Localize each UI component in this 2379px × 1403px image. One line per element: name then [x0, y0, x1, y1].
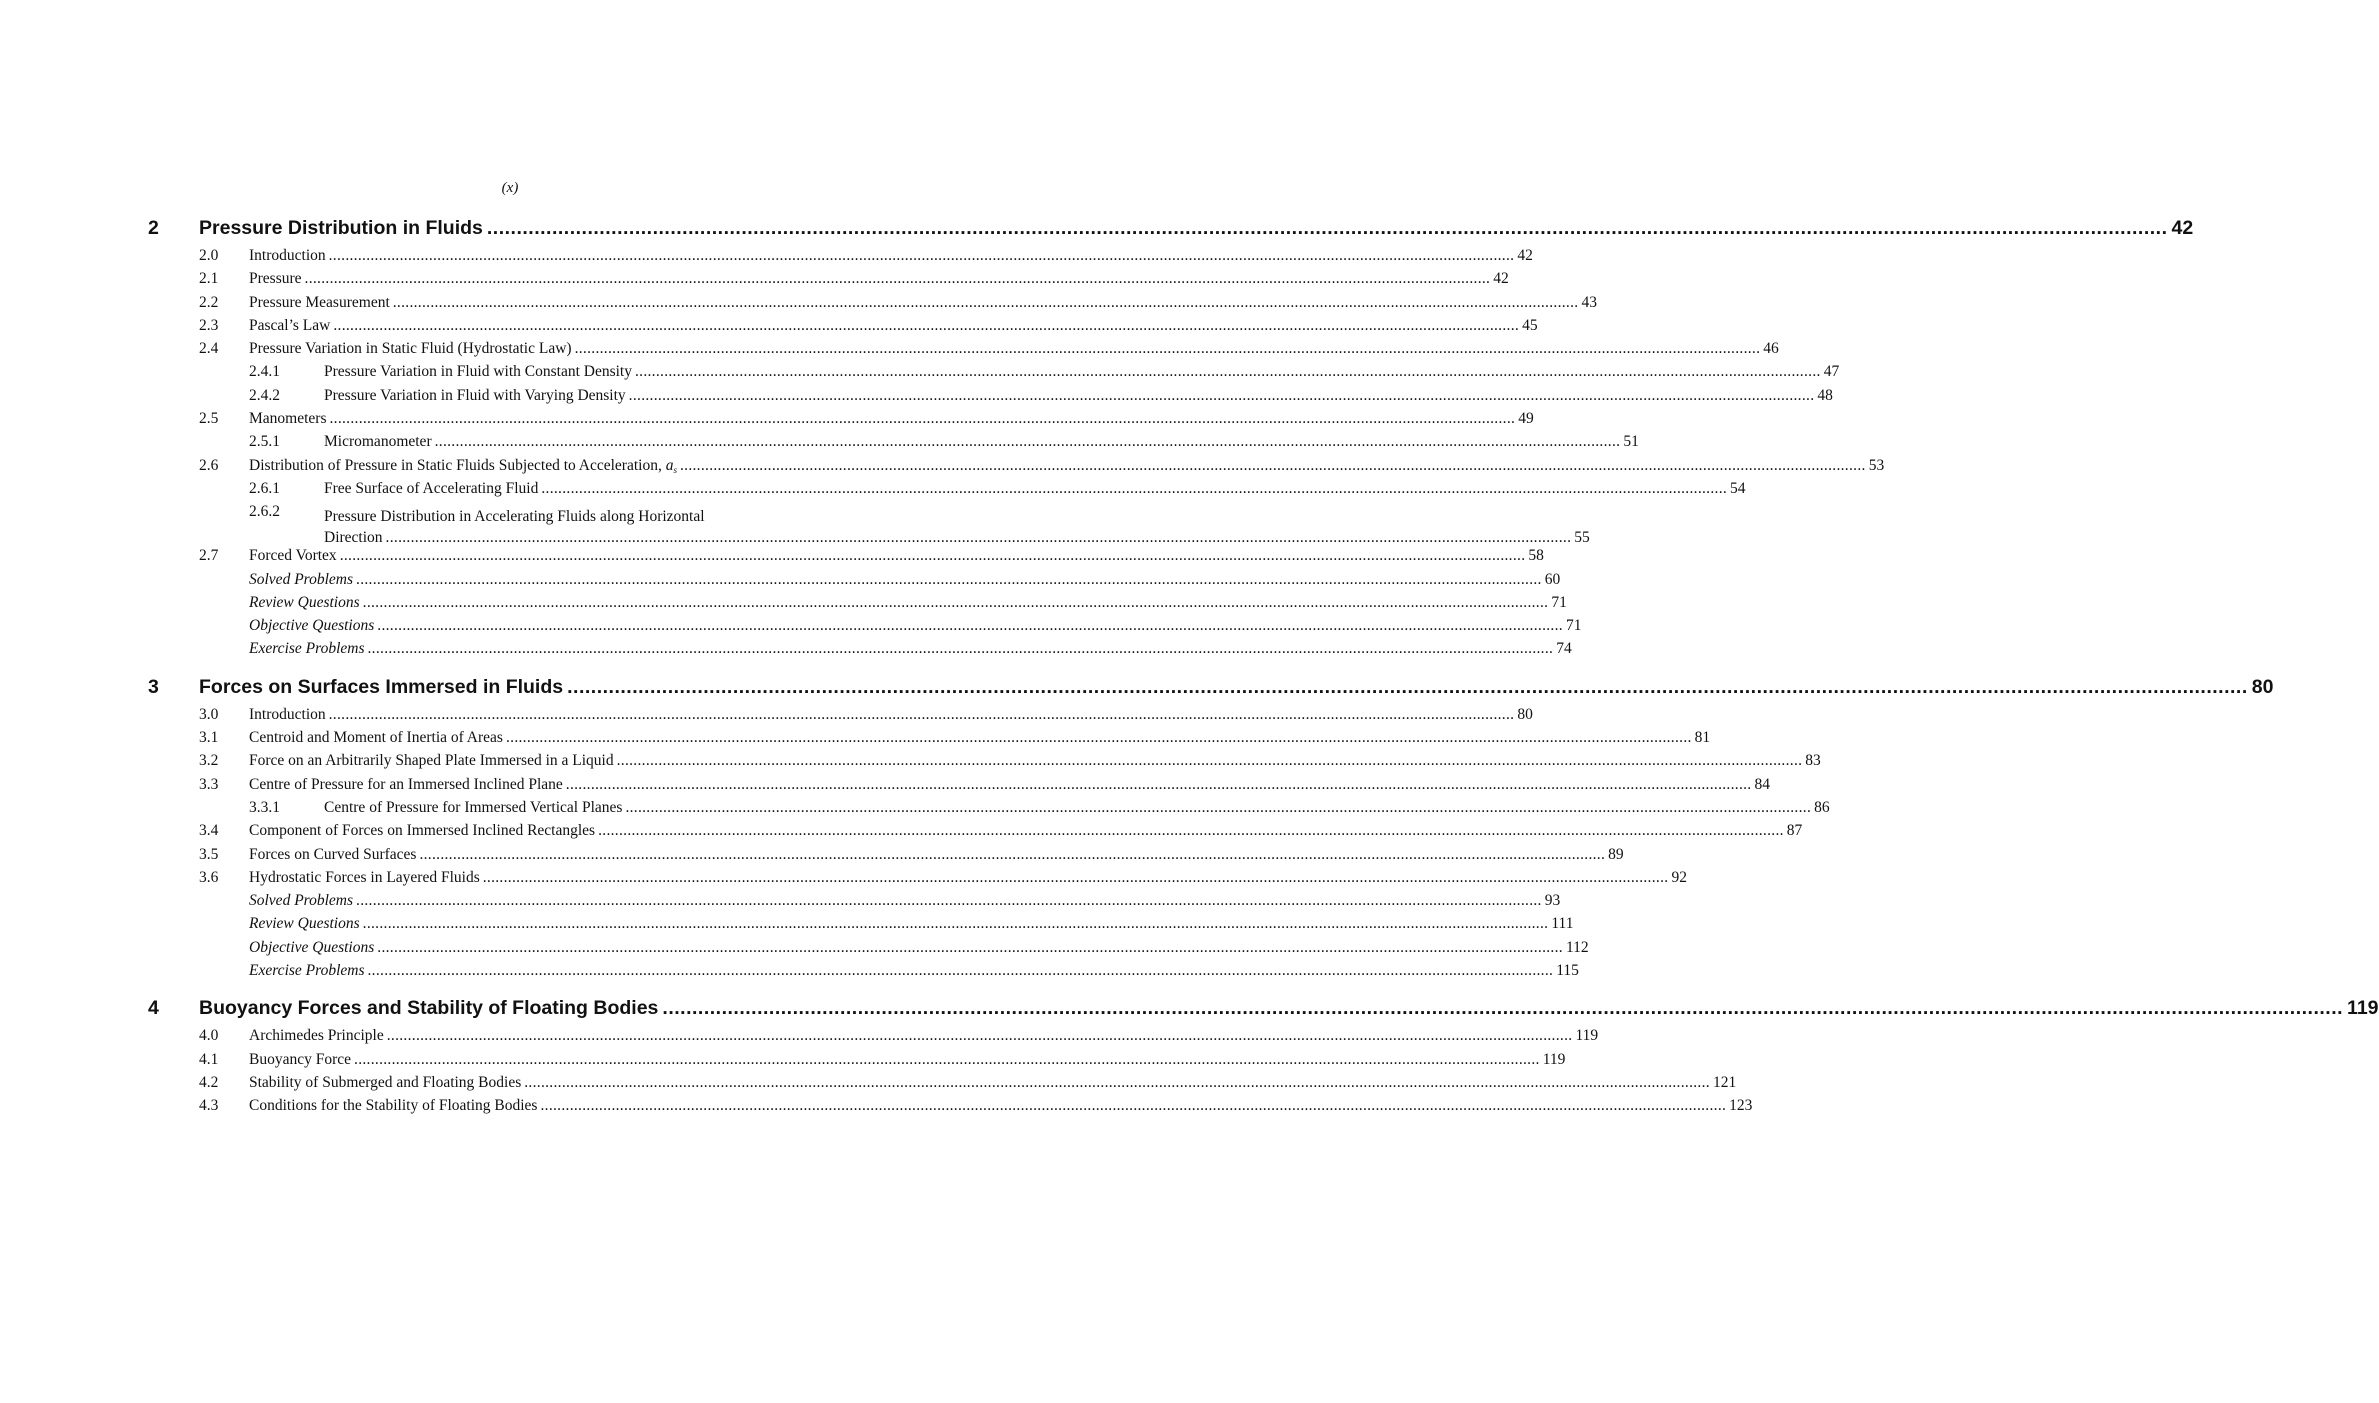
section-page: 51 [1623, 433, 1639, 451]
chapter-3 [148, 675, 2274, 986]
table-of-contents [148, 217, 2379, 1125]
section-page: 87 [1786, 822, 1803, 840]
acceleration-subscript: s [673, 464, 677, 475]
dot-leader: ............................................................................................................................................................................................................................................................................................ [662, 997, 2344, 1020]
toc-entry[interactable] [148, 363, 1840, 386]
dot-leader: ............................................................................................................................................................................................................................................................................................ [367, 640, 1554, 658]
section-title: Buoyancy Force [249, 1050, 352, 1068]
section-title: Exercise Problems [249, 962, 365, 980]
toc-entry[interactable] [148, 433, 1639, 456]
section-page: 119 [1575, 1027, 1599, 1045]
dot-leader: ............................................................................................................................................................................................................................................................................................ [565, 775, 1752, 793]
dot-leader: ............................................................................................................................................................................................................................................................................................ [628, 386, 1815, 404]
toc-entry[interactable] [148, 386, 1833, 410]
section-title: Objective Questions [249, 617, 375, 635]
section-title: Pressure Variation in Fluid with Constant Density [324, 363, 632, 381]
section-page: 93 [1544, 892, 1561, 910]
section-page: 92 [1671, 868, 1687, 886]
section-page: 111 [1551, 915, 1574, 933]
page-folio: (x) [501, 180, 519, 196]
section-page: 43 [1581, 293, 1597, 311]
section-page: 89 [1608, 845, 1624, 863]
section-number: 2.4.2 [249, 386, 280, 404]
dot-leader: ............................................................................................................................................................................................................................................................................................ [362, 593, 1549, 611]
dot-leader: ............................................................................................................................................................................................................................................................................................ [392, 293, 1579, 311]
dot-leader: ............................................................................................................................................................................................................................................................................................ [329, 410, 1516, 428]
section-title: Centre of Pressure for an Immersed Inclined Plane [249, 775, 563, 793]
section-number: 2.5 [199, 410, 219, 428]
section-title: Pressure Variation in Fluid with Varying Density [324, 386, 626, 404]
chapter-page: 119 [2347, 997, 2379, 1020]
section-title [249, 457, 677, 475]
dot-leader: ............................................................................................................................................................................................................................................................................................ [574, 340, 1761, 358]
toc-entry[interactable] [148, 705, 1533, 729]
dot-leader: ............................................................................................................................................................................................................................................................................................ [385, 529, 1572, 547]
section-title: Conditions for the Stability of Floating Bodies [249, 1097, 538, 1115]
toc-entry[interactable] [148, 593, 1567, 617]
dot-leader: ............................................................................................................................................................................................................................................................................................ [377, 938, 1563, 956]
toc-entry[interactable] [148, 845, 1624, 869]
toc-entry[interactable] [148, 247, 1533, 270]
dot-leader: ............................................................................................................................................................................................................................................................................................ [616, 752, 1803, 770]
section-number: 3.0 [199, 705, 219, 723]
section-number: 2.3 [199, 316, 219, 334]
toc-entry[interactable] [148, 775, 1770, 799]
section-title: Pressure [249, 270, 302, 288]
section-page: 54 [1730, 479, 1746, 497]
dot-leader: ............................................................................................................................................................................................................................................................................................ [541, 479, 1728, 497]
chapter-heading[interactable] [148, 675, 2274, 706]
section-title: Centroid and Moment of Inertia of Areas [249, 729, 503, 747]
section-title: Introduction [249, 247, 326, 264]
section-title: Solved Problems [249, 570, 354, 588]
dot-leader: ............................................................................................................................................................................................................................................................................................ [328, 247, 1515, 264]
section-title-line2: Direction [324, 529, 383, 547]
toc-entry[interactable] [148, 340, 1779, 363]
section-title: Pressure Variation in Static Fluid (Hydrostatic Law) [249, 340, 572, 358]
section-title: Manometers [249, 410, 327, 428]
dot-leader: ............................................................................................................................................................................................................................................................................................ [679, 456, 1866, 474]
section-number: 2.2 [199, 293, 219, 311]
section-number: 2.4 [199, 340, 219, 358]
section-page: 49 [1518, 410, 1534, 428]
section-page: 86 [1814, 798, 1830, 816]
section-page: 46 [1763, 340, 1779, 358]
dot-leader: ............................................................................................................................................................................................................................................................................................ [625, 798, 1812, 816]
chapter-title: Buoyancy Forces and Stability of Floating Bodies [199, 997, 659, 1020]
section-page: 121 [1712, 1073, 1737, 1091]
dot-leader: ............................................................................................................................................................................................................................................................................................ [540, 1097, 1727, 1115]
section-title: Review Questions [249, 593, 360, 611]
dot-leader: ............................................................................................................................................................................................................................................................................................ [362, 915, 1549, 933]
dot-leader: ............................................................................................................................................................................................................................................................................................ [486, 217, 2168, 239]
toc-entry[interactable] [148, 1050, 1566, 1074]
section-page: 55 [1574, 529, 1590, 547]
toc-entry[interactable] [148, 729, 1711, 752]
section-number: 2.5.1 [249, 433, 280, 451]
section-title-line1: Pressure Distribution in Accelerating Fluids along Horizontal [324, 508, 705, 526]
dot-leader: ............................................................................................................................................................................................................................................................................................ [386, 1027, 1573, 1045]
section-page: 53 [1868, 456, 1885, 474]
section-number: 2.0 [199, 247, 219, 264]
toc-entry[interactable] [148, 640, 1572, 663]
section-title: Component of Forces on Immersed Inclined Rectangles [249, 822, 596, 840]
toc-entry[interactable] [148, 1073, 1737, 1097]
section-number: 3.3.1 [249, 798, 280, 816]
section-page: 45 [1522, 316, 1538, 334]
section-number: 3.3 [199, 775, 219, 793]
section-title: Free Surface of Accelerating Fluid [324, 479, 539, 497]
chapter-number: 2 [148, 217, 159, 239]
section-page: 80 [1517, 705, 1533, 723]
section-number: 3.1 [199, 729, 219, 747]
chapter-4 [148, 997, 2379, 1120]
section-number: 3.2 [199, 752, 219, 770]
toc-entry[interactable] [148, 798, 1830, 822]
section-title: Pascal’s Law [249, 316, 331, 334]
section-title: Force on an Arbitrarily Shaped Plate Immersed in a Liquid [249, 752, 614, 770]
section-number: 4.3 [199, 1097, 219, 1115]
section-title: Review Questions [249, 915, 360, 933]
section-title: Centre of Pressure for Immersed Vertical Planes [324, 798, 623, 816]
dot-leader: ............................................................................................................................................................................................................................................................................................ [328, 705, 1515, 723]
chapter-heading[interactable] [148, 217, 2194, 247]
chapter-heading[interactable] [148, 997, 2379, 1027]
toc-entry[interactable] [148, 752, 1821, 775]
dot-leader: ............................................................................................................................................................................................................................................................................................ [356, 570, 1542, 588]
dot-leader: ............................................................................................................................................................................................................................................................................................ [598, 822, 1784, 840]
section-title: Forces on Curved Surfaces [249, 845, 417, 863]
toc-entry[interactable] [148, 547, 1544, 570]
toc-entry[interactable] [148, 1027, 1599, 1050]
section-title: Introduction [249, 705, 326, 723]
toc-entry[interactable] [148, 410, 1534, 433]
section-page: 115 [1556, 962, 1579, 980]
chapter-title: Forces on Surfaces Immersed in Fluids [199, 675, 564, 698]
chapter-title: Pressure Distribution in Fluids [199, 217, 483, 239]
section-page: 123 [1729, 1097, 1753, 1115]
section-number: 3.5 [199, 845, 219, 863]
section-number: 2.6 [199, 456, 219, 474]
section-page: 48 [1817, 386, 1833, 404]
section-title-text: Distribution of Pressure in Static Fluids Subjected to Acceleration, [249, 456, 662, 474]
section-page: 47 [1823, 363, 1840, 381]
section-title: Hydrostatic Forces in Layered Fluids [249, 868, 480, 886]
dot-leader: ............................................................................................................................................................................................................................................................................................ [333, 316, 1520, 334]
section-title: Micromanometer [324, 433, 432, 451]
chapter-number: 4 [148, 997, 159, 1020]
dot-leader: ............................................................................................................................................................................................................................................................................................ [505, 729, 1692, 747]
section-number: 2.6.2 [249, 503, 280, 521]
section-page: 81 [1694, 729, 1711, 747]
section-number: 3.6 [199, 868, 219, 886]
toc-entry[interactable] [148, 456, 1885, 480]
chapter-page: 80 [2251, 675, 2274, 698]
dot-leader: ............................................................................................................................................................................................................................................................................................ [304, 270, 1491, 288]
section-title: Exercise Problems [249, 640, 365, 658]
toc-entry[interactable] [148, 293, 1597, 317]
toc-entry[interactable] [148, 822, 1803, 845]
chapter-2 [148, 217, 2194, 664]
toc-entry[interactable] [148, 270, 1509, 293]
section-page: 71 [1565, 617, 1582, 635]
toc-entry[interactable] [148, 503, 1590, 547]
wrapped-title-block [324, 508, 1590, 547]
toc-entry[interactable] [148, 316, 1538, 340]
section-page: 42 [1493, 270, 1509, 288]
section-number: 2.7 [199, 547, 219, 565]
section-title: Solved Problems [249, 892, 354, 910]
toc-entry[interactable] [148, 892, 1561, 915]
section-page: 83 [1805, 752, 1821, 770]
section-page: 60 [1544, 570, 1561, 588]
dot-leader: ............................................................................................................................................................................................................................................................................................ [567, 675, 2248, 698]
section-title: Archimedes Principle [249, 1027, 384, 1045]
dot-leader: ............................................................................................................................................................................................................................................................................................ [524, 1073, 1710, 1091]
section-page: 42 [1517, 247, 1533, 264]
dot-leader: ............................................................................................................................................................................................................................................................................................ [377, 617, 1563, 635]
section-title: Forced Vortex [249, 547, 337, 565]
toc-entry[interactable] [148, 962, 1579, 985]
section-number: 4.1 [199, 1050, 219, 1068]
section-page: 84 [1754, 775, 1770, 793]
dot-leader: ............................................................................................................................................................................................................................................................................................ [354, 1050, 1540, 1068]
toc-entry[interactable] [148, 938, 1589, 962]
section-number: 2.1 [199, 270, 219, 288]
wrapped-title-line [324, 529, 1590, 547]
chapter-page: 42 [2171, 217, 2194, 239]
section-number: 2.6.1 [249, 479, 280, 497]
section-number: 4.0 [199, 1027, 219, 1045]
toc-entry[interactable] [148, 915, 1574, 938]
section-page: 119 [1542, 1050, 1566, 1068]
section-page: 58 [1528, 547, 1544, 565]
dot-leader: ............................................................................................................................................................................................................................................................................................ [482, 868, 1669, 886]
dot-leader: ............................................................................................................................................................................................................................................................................................ [434, 433, 1621, 451]
toc-entry[interactable] [148, 1097, 1753, 1120]
section-page: 71 [1551, 593, 1567, 611]
dot-leader: ............................................................................................................................................................................................................................................................................................ [339, 547, 1526, 565]
section-title: Stability of Submerged and Floating Bodies [249, 1073, 522, 1091]
toc-entry[interactable] [148, 868, 1687, 892]
dot-leader: ............................................................................................................................................................................................................................................................................................ [634, 363, 1821, 381]
chapter-number: 3 [148, 675, 159, 698]
toc-entry[interactable] [148, 479, 1746, 503]
section-number: 3.4 [199, 822, 219, 840]
dot-leader: ............................................................................................................................................................................................................................................................................................ [367, 962, 1554, 980]
toc-entry[interactable] [148, 570, 1561, 594]
dot-leader: ............................................................................................................................................................................................................................................................................................ [356, 892, 1542, 910]
section-number: 2.4.1 [249, 363, 280, 381]
section-page: 74 [1556, 640, 1572, 658]
section-page: 112 [1565, 938, 1589, 956]
section-title: Pressure Measurement [249, 293, 390, 311]
acceleration-symbol: a [665, 456, 674, 474]
dot-leader: ............................................................................................................................................................................................................................................................................................ [419, 845, 1606, 863]
toc-entry[interactable] [148, 617, 1582, 640]
section-number: 4.2 [199, 1073, 219, 1091]
section-title: Objective Questions [249, 938, 375, 956]
